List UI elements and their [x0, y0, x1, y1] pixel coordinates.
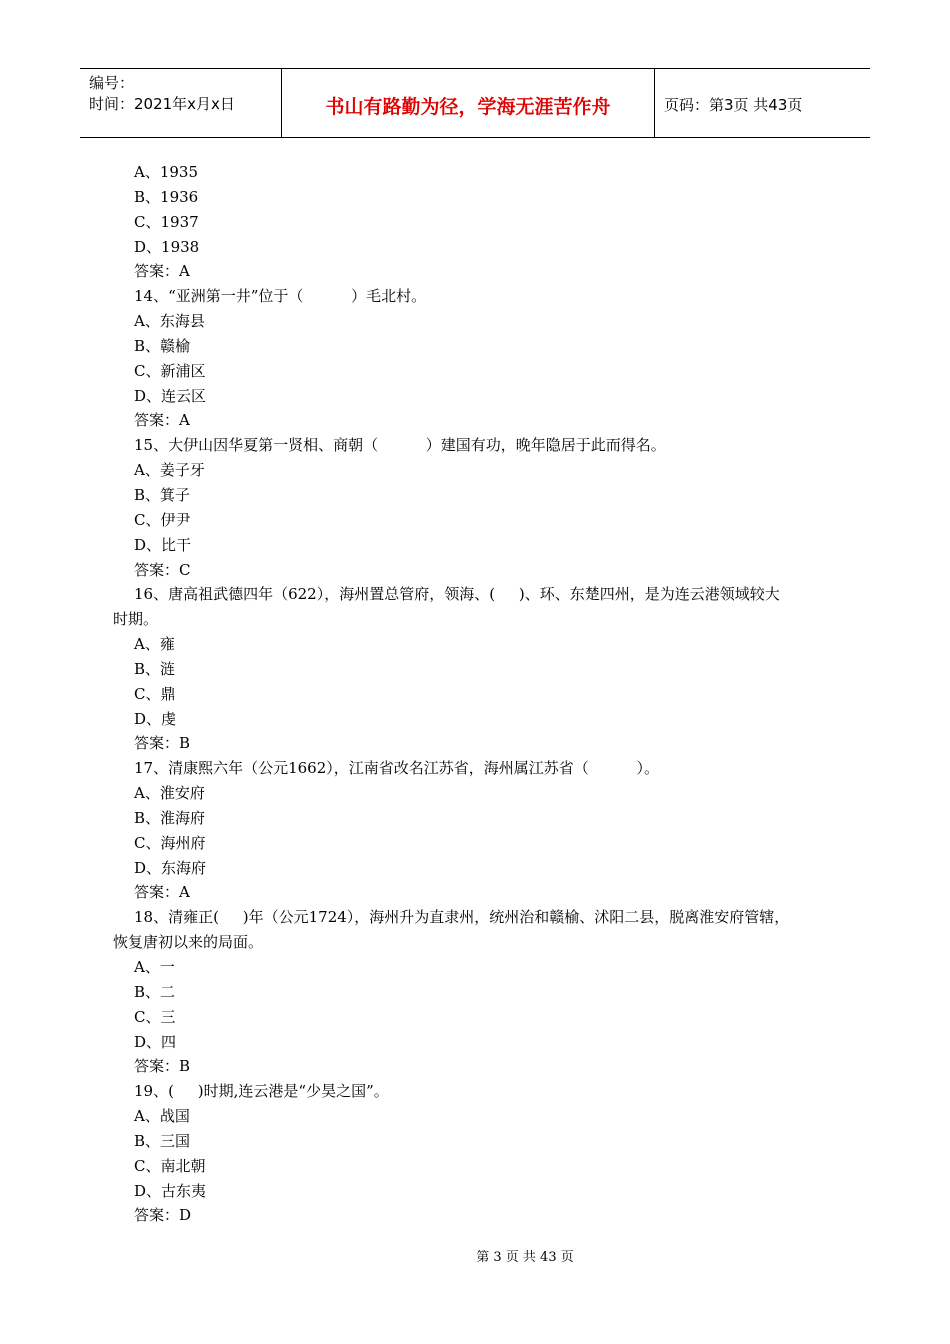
option-line: D、古东夷	[134, 1181, 207, 1200]
serial-label: 编号：	[89, 74, 135, 92]
header-page-cell	[655, 69, 870, 137]
option-line: C、伊尹	[134, 510, 191, 529]
option-line: D、虔	[134, 709, 177, 728]
answer-line: 答案：B	[134, 1057, 191, 1076]
option-line: B、1936	[134, 187, 199, 206]
option-line: A、姜子牙	[134, 461, 205, 480]
option-line: D、1938	[134, 237, 200, 256]
option-line: B、三国	[134, 1131, 191, 1150]
option-line: A、东海县	[134, 312, 205, 331]
option-line: C、1937	[134, 212, 199, 231]
option-line: C、南北朝	[134, 1156, 206, 1175]
option-line: D、四	[134, 1032, 177, 1051]
answer-line: 答案：A	[134, 262, 190, 281]
question-line: 14、“亚洲第一井”位于（ ）毛北村。	[134, 287, 427, 306]
question-line: 18、清雍正( )年（公元1724），海州升为直隶州，统州治和赣榆、沭阳二县，脱离淮安府管辖，	[134, 908, 790, 927]
header-page-info: 页码：第3页 共43页	[664, 95, 803, 114]
question-line: 17、清康熙六年（公元1662），江南省改名江苏省，海州属江苏省（ ）。	[134, 759, 659, 778]
answer-line: 答案：B	[134, 734, 191, 753]
option-line: C、海州府	[134, 833, 206, 852]
option-line: A、雍	[134, 635, 175, 654]
option-line: A、战国	[134, 1107, 190, 1126]
option-line: C、鼎	[134, 684, 176, 703]
option-line: B、涟	[134, 659, 176, 678]
option-line: B、二	[134, 982, 176, 1001]
option-line: D、连云区	[134, 386, 207, 405]
footer-page-number: 第 3 页 共 43 页	[476, 1250, 574, 1265]
page-header	[80, 68, 870, 138]
option-line: A、淮安府	[134, 784, 205, 803]
page-footer	[0, 1246, 950, 1265]
question-line: 15、大伊山因华夏第一贤相、商朝（ ）建国有功，晚年隐居于此而得名。	[134, 436, 666, 455]
motto-text: 书山有路勤为径，学海无涯苦作舟	[325, 95, 611, 118]
answer-line: 答案：A	[134, 411, 190, 430]
option-line: D、比干	[134, 535, 192, 554]
answer-line: 答案：C	[134, 560, 191, 579]
question-continuation-line: 恢复唐初以来的局面。	[113, 933, 264, 952]
option-line: B、淮海府	[134, 808, 206, 827]
header-motto-cell	[282, 69, 655, 137]
option-line: A、一	[134, 958, 175, 976]
question-line: 19、( )时期,连云港是“少昊之国”。	[134, 1082, 389, 1101]
answer-line: 答案：A	[134, 883, 190, 902]
answer-line: 答案：D	[134, 1206, 192, 1225]
option-line: C、三	[134, 1007, 176, 1026]
option-line: D、东海府	[134, 858, 207, 877]
option-line: C、新浦区	[134, 361, 206, 380]
question-line: 16、唐高祖武德四年（622），海州置总管府，领海、( )、环、东楚四州，是为连云港领域较大	[134, 585, 780, 604]
option-line: B、赣榆	[134, 336, 191, 355]
option-line: A、1935	[134, 163, 199, 181]
option-line: B、箕子	[134, 485, 191, 504]
date-label: 时间：2021年x月x日	[89, 95, 235, 113]
question-list	[113, 160, 855, 1228]
question-continuation-line: 时期。	[113, 610, 159, 629]
header-meta-cell	[80, 69, 282, 137]
